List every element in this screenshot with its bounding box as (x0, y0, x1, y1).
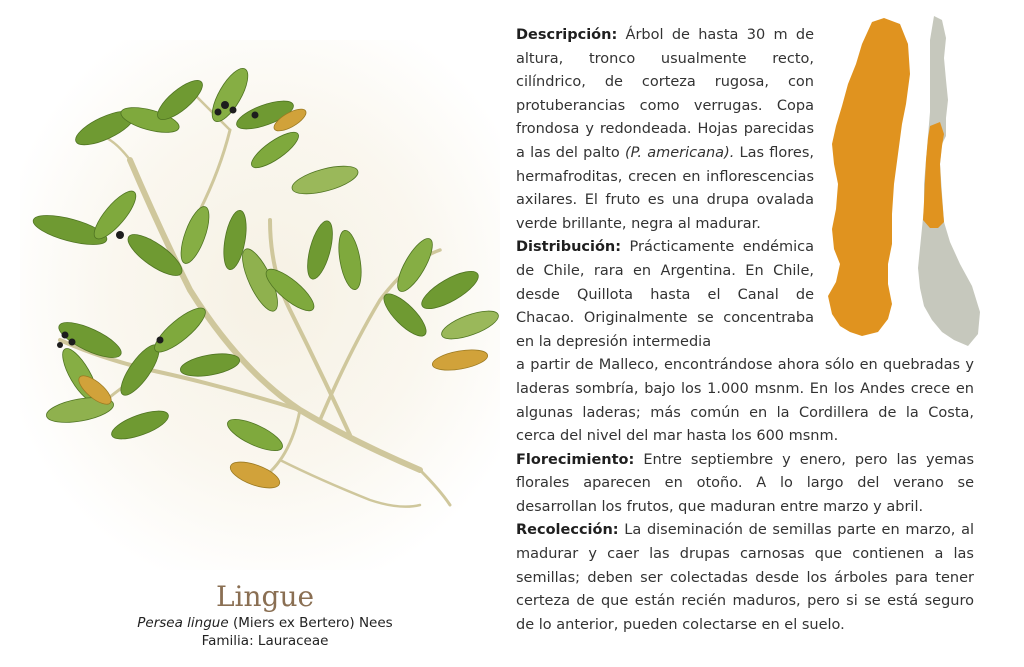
florecimiento-text: Entre septiembre y enero, pero las yemas florales aparecen en otoño. A lo largo del verano se desarrollan los frutos, que maduran entre marzo y abril. (516, 451, 975, 515)
scientific-name: Persea lingue (137, 615, 229, 631)
family-line (40, 632, 490, 650)
florecimiento-heading: Florecimiento: (516, 451, 635, 468)
descripcion-text-2: Las flores, hermafroditas, crecen en inflorescencias axilares. El fruto es una drupa ovalada verde brillante, negra al madurar. (516, 144, 814, 232)
recoleccion-section (516, 519, 974, 637)
authority: (Miers ex Bertero) Nees (232, 615, 393, 631)
scientific-name-line (40, 614, 490, 632)
family-name: Lauraceae (257, 633, 329, 649)
common-name: Lingue (215, 580, 315, 613)
lingue-branch-drawing (20, 40, 500, 570)
distribucion-text-1: Prácticamente endémica de Chile, rara en Argentina. En Chile, desde Quillota hasta el Canal de Chacao. Originalmente se concentraba en la depresión intermedia (516, 239, 815, 350)
descripcion-italic: (P. americana). (625, 144, 735, 161)
distribucion-heading: Distribución: (516, 239, 622, 256)
distribucion-first-part (516, 236, 814, 354)
descripcion-heading: Descripción: (516, 27, 618, 43)
descripcion-text-1: Árbol de hasta 30 m de altura, tronco usualmente recto, cilíndrico, de corteza rugosa, con protuberancias como verrugas. Copa frondosa y redondeada. Hojas parecidas a las del palto (516, 27, 815, 161)
distribucion-text-2: a partir de Malleco, encontrándose ahora sólo en quebradas y laderas sombría, bajo los 1.000 msnm. En los Andes crece en algunas laderas; más común en la Cordillera de la Costa, cerca del nivel del mar hasta los 600 msnm. (516, 357, 974, 445)
florecimiento-section (516, 449, 974, 520)
species-caption (40, 580, 490, 650)
recoleccion-heading: Recolección: (516, 522, 619, 539)
botanical-illustration (20, 40, 500, 570)
species-description-block (516, 24, 974, 637)
family-label: Familia: (201, 633, 254, 649)
distribucion-section (516, 236, 974, 448)
recoleccion-text: La diseminación de semillas parte en marzo, al madurar y caer las drupas carnosas que contienen a las semillas; deben ser colectadas desde los árboles para tener certeza de que están recién maduros, pero si se está seguro de lo anterior, pueden colectarse en el suelo. (516, 522, 974, 633)
descripcion-section (516, 24, 814, 236)
